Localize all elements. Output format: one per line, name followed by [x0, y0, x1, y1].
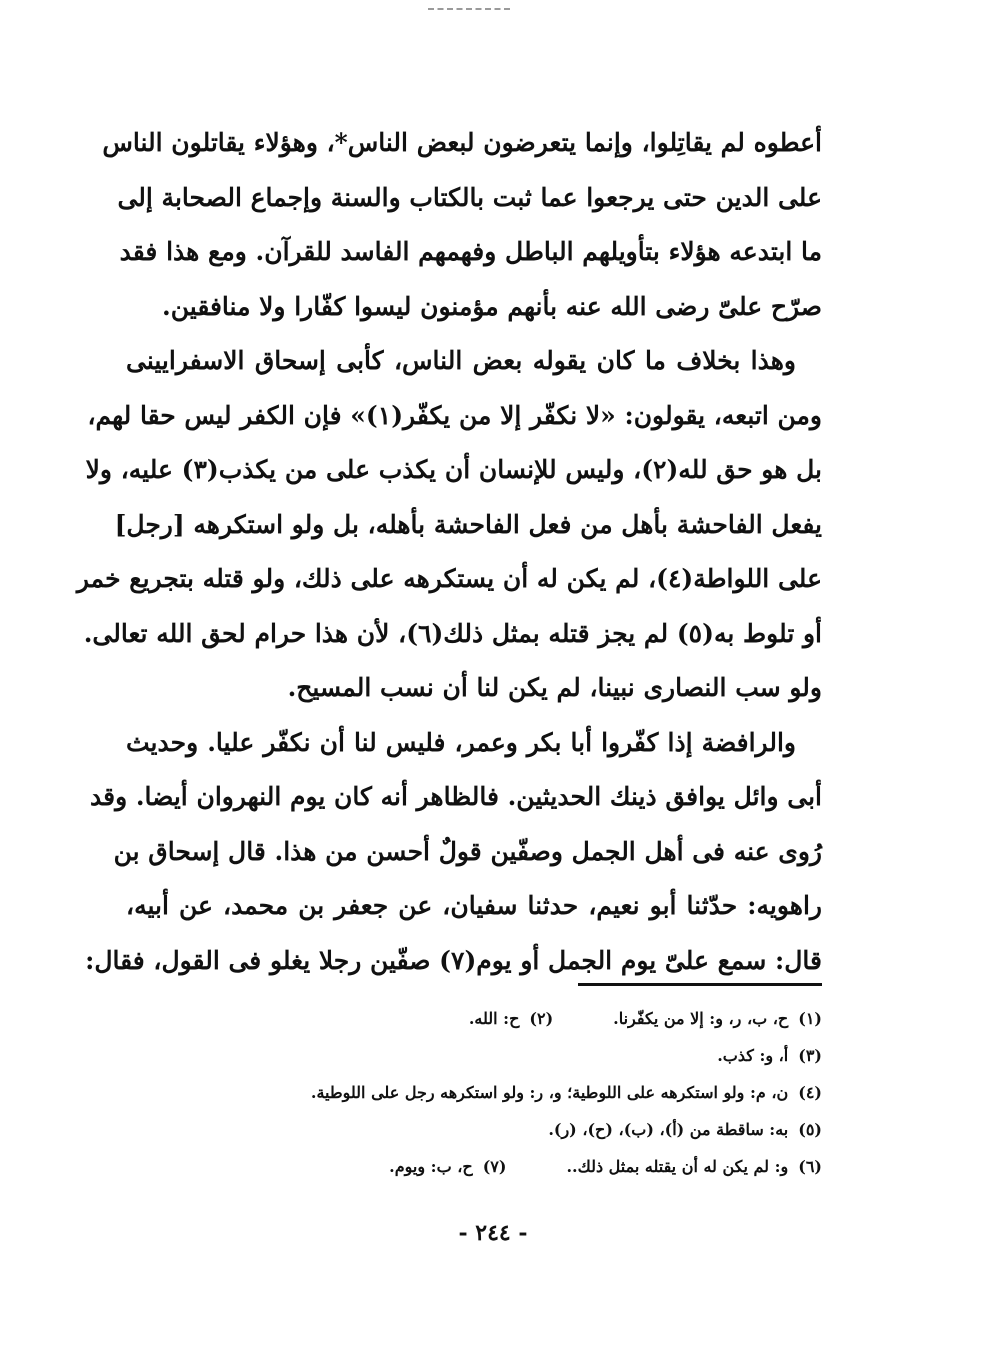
- text-line: رُوى عنه فى أهل الجمل وصفّين قولٌ أحسن من هذا. قال إسحاق بن: [113, 836, 822, 866]
- page-number: - ٢٤٤ -: [458, 1220, 528, 1246]
- text-line: والرافضة إذا كفّروا أبا بكر وعمر، فليس لنا أن نكفّر عليا. وحديث: [126, 727, 796, 757]
- text-line: صرّح علىّ رضى الله عنه بأنهم مؤمنون ليسوا كفّارا ولا منافقين.: [162, 291, 822, 321]
- footnotes: [200, 1000, 822, 1185]
- footnote-row: [200, 1000, 822, 1037]
- footnote-row: [200, 1074, 822, 1111]
- text-line: وهذا بخلاف ما كان يقوله بعض الناس، كأبى إسحاق الاسفرايينى: [126, 346, 796, 375]
- footnote-separator: [578, 983, 822, 986]
- footnote-number: (٦): [798, 1157, 822, 1176]
- text-line: يفعل الفاحشة بأهل من فعل الفاحشة بأهله، بل ولو استكرهه [رجل]: [114, 509, 822, 539]
- footnote-number: (٧): [482, 1157, 507, 1176]
- footnote-row: [200, 1111, 822, 1148]
- footnote-text: ح: الله.: [468, 1009, 520, 1028]
- footnote-row: [200, 1148, 822, 1185]
- footnote-number: (٤): [798, 1083, 822, 1102]
- header-rule: [428, 8, 510, 12]
- text-line: على اللواطة(٤)، لم يكن له أن يستكرهه على ذلك، ولو قتله بتجريع خمر: [76, 564, 822, 593]
- text-line: أعطوه لم يقاتِلوا، وإنما يتعرضون لبعض الناس*، وهؤلاء يقاتلون الناس: [102, 128, 822, 157]
- footnote-text: و: لم يكن له أن يقتله بمثل ذلك..: [566, 1157, 789, 1176]
- footnote-text: ن، م: ولو استكرهه على اللوطية؛ و، ر: ولو استكرهه رجل على اللوطية.: [310, 1083, 789, 1102]
- text-line: بل هو حق لله(٢)، وليس للإنسان أن يكذب على من يكذب(٣) عليه، ولا: [85, 455, 822, 484]
- text-line: ولو سب النصارى نبينا، لم يكن لنا أن نسب المسيح.: [287, 673, 822, 702]
- footnote-number: (٥): [798, 1120, 822, 1139]
- footnote-text: ح، ب، ر، و: إلا من يكفّرنا.: [613, 1009, 789, 1028]
- text-line: أو تلوط به(٥) لم يجز قتله بمثل ذلك(٦)، لأن هذا حرام لحق الله تعالى.: [83, 618, 822, 648]
- footnote-number: (٣): [798, 1046, 822, 1065]
- text-line: راهويه: حدّثنا أبو نعيم، حدثنا سفيان، عن جعفر بن محمد، عن أبيه،: [126, 891, 822, 920]
- text-line: قال: سمع علىّ يوم الجمل أو يوم(٧) صفّين رجلا يغلو فى القول، فقال:: [85, 945, 822, 975]
- main-text: [76, 116, 822, 988]
- text-line: على الدين حتى يرجعوا عما ثبت بالكتاب والسنة وإجماع الصحابة إلى: [117, 182, 822, 212]
- footnote-number: (٢): [529, 1009, 554, 1028]
- footnote-text: به: ساقطة من (أ)، (ب)، (ح)، (ر).: [548, 1120, 789, 1139]
- text-line: ومن اتبعه، يقولون: «لا نكفّر إلا من يكفّر(١)» فإن الكفر ليس حقا لهم،: [87, 400, 822, 430]
- text-line: أبى وائل يوافق ذينك الحديثين. فالظاهر أنه كان يوم النهروان أيضا. وقد: [90, 782, 822, 811]
- footnote-text: أ، و: كذب.: [717, 1046, 789, 1065]
- footnote-row: [200, 1037, 822, 1074]
- footnote-text: ح، ب: ويوم.: [389, 1157, 473, 1176]
- text-line: ما ابتدعه هؤلاء بتأويلهم الباطل وفهمهم الفاسد للقرآن. ومع هذا فقد: [119, 237, 822, 266]
- footnote-number: (١): [798, 1009, 822, 1028]
